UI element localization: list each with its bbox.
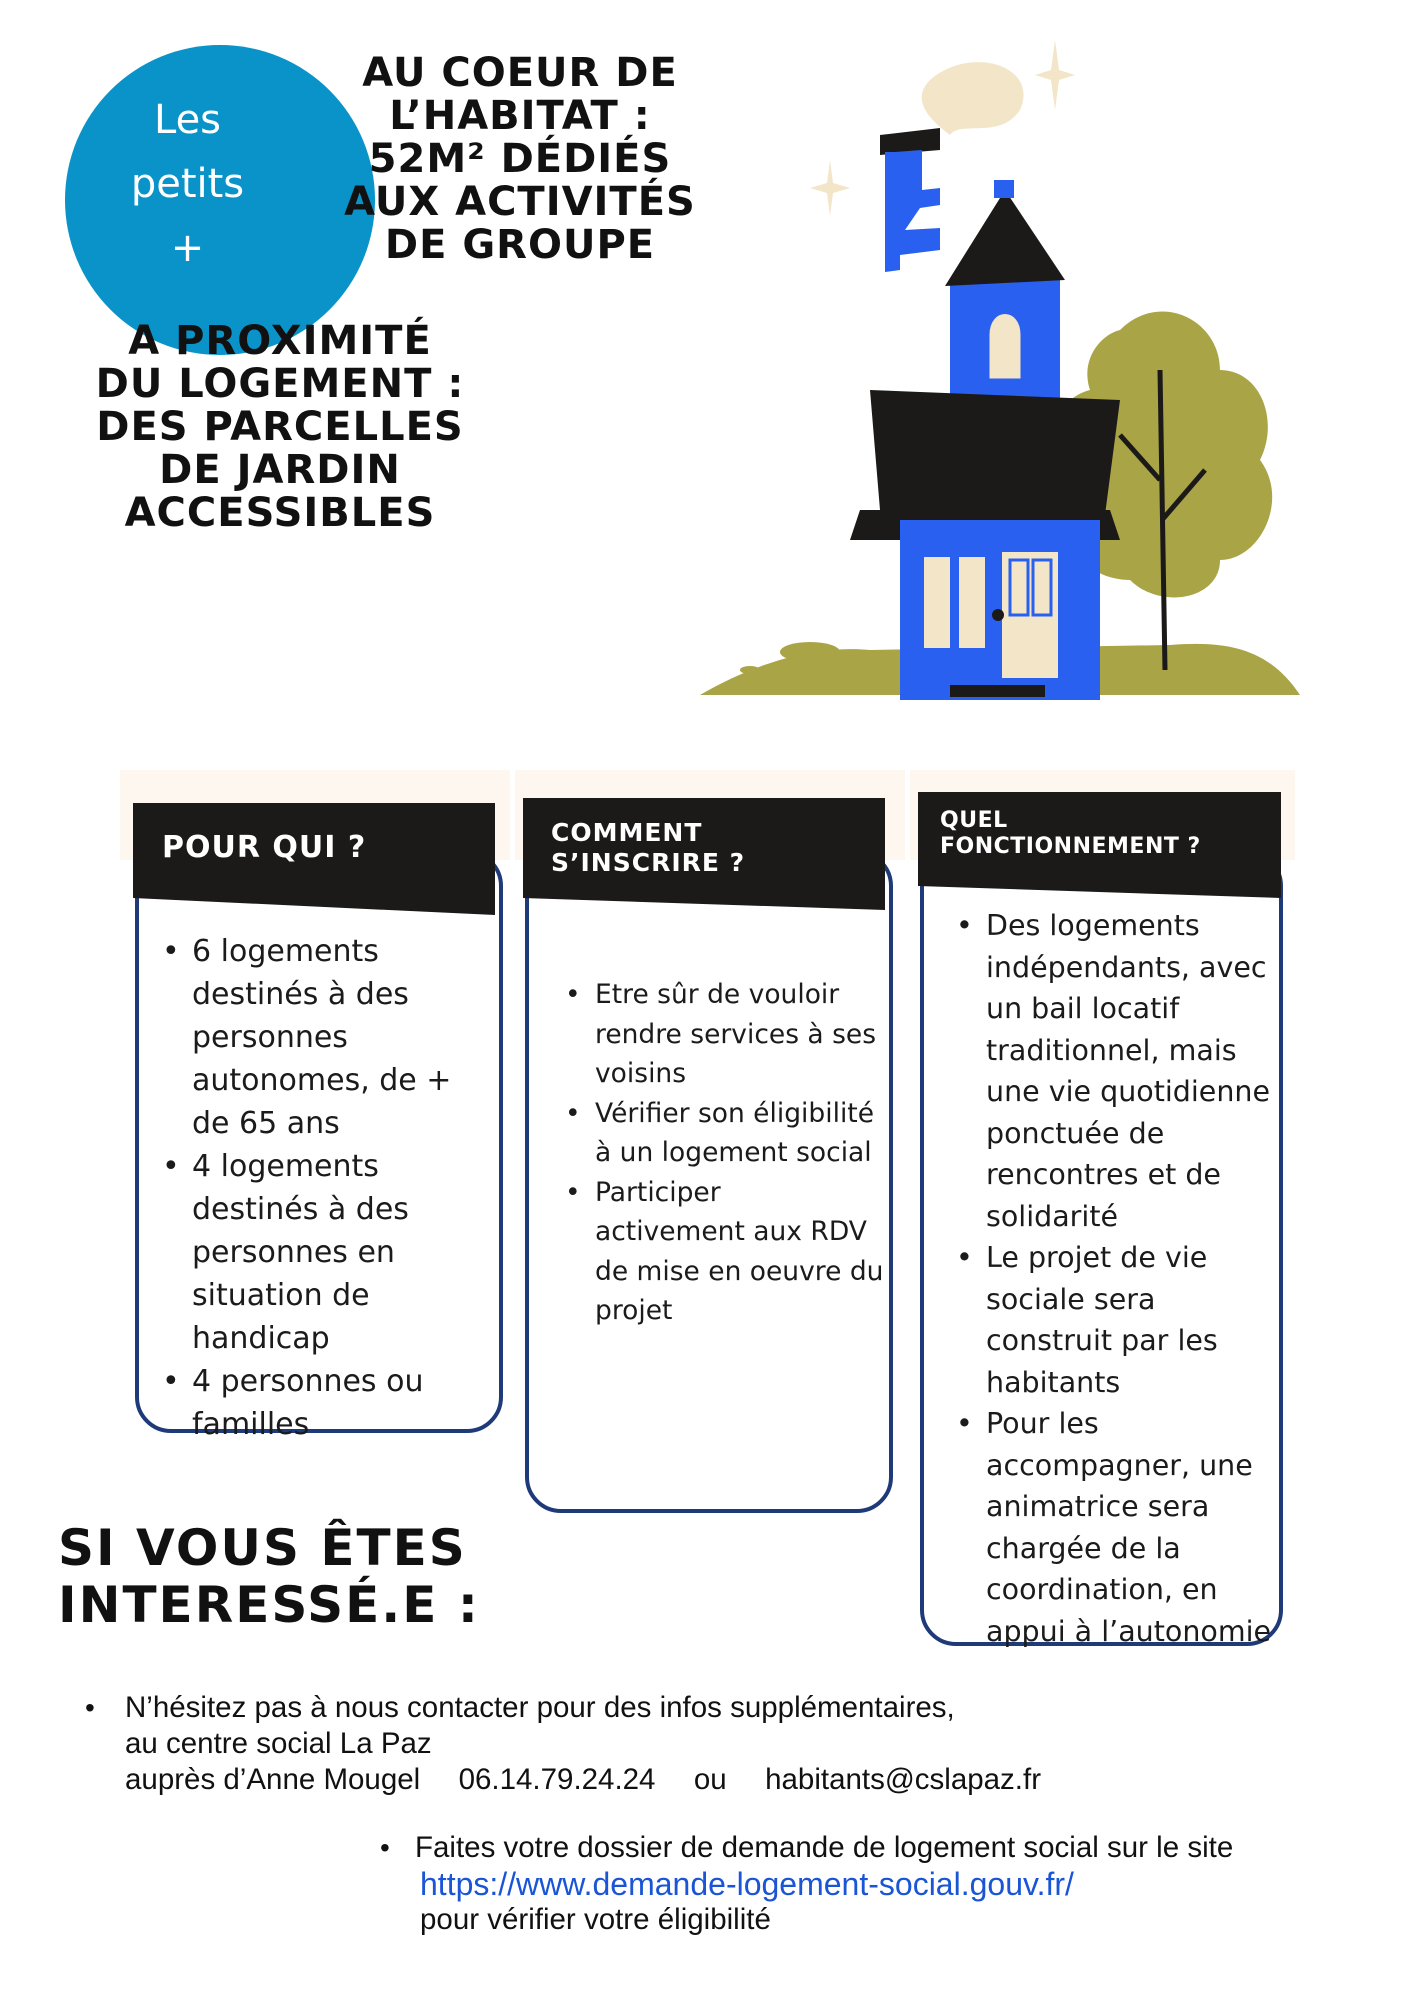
column-list (956, 905, 1316, 1652)
sparkle-left (810, 160, 850, 216)
interested-line-1: SI VOUS ÊTES (58, 1519, 467, 1577)
headline-top-line-3: 52M² DÉDIÉS (368, 136, 672, 182)
headline-top-line-4: AUX ACTIVITÉS (344, 179, 696, 225)
headline-left-line-1: A PROXIMITÉ (128, 318, 432, 364)
list-line: destinés à des (192, 1192, 409, 1227)
contact-text (125, 1690, 1041, 1798)
list-line: • Vérifier son éligibilité (595, 1097, 875, 1129)
column-title-line-2: FONCTIONNEMENT ? (940, 834, 1201, 859)
list-line: de 65 ans (192, 1106, 340, 1141)
sparkle-right (1035, 40, 1075, 110)
list-item (595, 975, 930, 1094)
contact-person: auprès d’Anne Mougel (125, 1763, 421, 1796)
column-title (940, 808, 1201, 860)
badge-line-2: petits (130, 161, 245, 207)
list-item (986, 905, 1316, 1237)
contact-phone[interactable]: 06.14.79.24.24 (458, 1763, 656, 1796)
badge-line-3: + (170, 225, 205, 271)
tower-finial (994, 180, 1014, 198)
list-item (192, 930, 512, 1145)
doorstep (950, 685, 1045, 697)
list-item (192, 1360, 512, 1446)
list-line: indépendants, avec (986, 950, 1267, 984)
list-line: habitants (986, 1365, 1121, 1399)
list-item (192, 1145, 512, 1360)
column-title-line-1: COMMENT (551, 818, 703, 847)
list-line: • Le projet de vie (986, 1241, 1208, 1274)
list-line: solidarité (986, 1199, 1119, 1233)
headline-top-line-1: AU COEUR DE (362, 50, 678, 96)
badge-text (65, 88, 310, 280)
list-line: • Pour les (986, 1407, 1099, 1440)
house-window-left-2 (957, 555, 987, 650)
list-line: • 4 personnes ou (192, 1364, 424, 1399)
list-line: ponctuée de (986, 1116, 1165, 1150)
headline-top (300, 52, 740, 267)
list-line: activement aux RDV (595, 1216, 867, 1247)
headline-left (40, 320, 520, 535)
contact-line-2: au centre social La Paz (125, 1727, 432, 1760)
list-line: voisins (595, 1058, 687, 1089)
column-title-line-2: S’INSCRIRE ? (551, 848, 746, 877)
headline-top-line-5: DE GROUPE (384, 222, 656, 268)
column-list (162, 930, 512, 1446)
list-line: handicap (192, 1321, 330, 1356)
contact-email-link[interactable]: habitants@cslapaz.fr (765, 1763, 1042, 1796)
list-line: rendre services à ses (595, 1018, 877, 1050)
list-item (595, 1094, 930, 1173)
door-panel-2 (1033, 560, 1051, 615)
interested-line-2: INTERESSÉ.E : (58, 1576, 480, 1634)
badge-line-1: Les (153, 97, 222, 143)
headline-left-line-2: DU LOGEMENT : (95, 361, 465, 407)
list-item (986, 1403, 1316, 1652)
column-title: POUR QUI ? (162, 830, 367, 865)
bullet-icon: • (85, 1692, 95, 1723)
tower-window (988, 313, 1022, 381)
list-item (986, 1237, 1316, 1403)
list-line: • 4 logements (192, 1149, 379, 1184)
headline-left-line-4: DE JARDIN (159, 447, 401, 493)
list-line: construit par les (986, 1324, 1218, 1357)
column-comment-sinscrire (515, 770, 905, 1550)
contact-line-3 (125, 1762, 1041, 1798)
tower-roof (945, 190, 1065, 286)
ground-blob (780, 642, 840, 662)
list-line: animatrice sera (986, 1490, 1210, 1523)
list-line: chargée de la (986, 1531, 1181, 1565)
column-list (565, 975, 930, 1331)
list-line: projet (595, 1295, 673, 1326)
list-line: appui à l’autonomie (986, 1614, 1272, 1648)
headline-top-line-2: L’HABITAT : (389, 93, 651, 139)
list-line: • Participer (595, 1176, 721, 1208)
list-line: autonomes, de + (192, 1063, 452, 1098)
list-item (595, 1173, 930, 1331)
dossier-line-3: pour vérifier votre éligibilité (420, 1903, 771, 1936)
list-line: à un logement social (595, 1137, 872, 1168)
door-knob (992, 609, 1004, 621)
contact-line-1: N’hésitez pas à nous contacter pour des infos supplémentaires, (125, 1691, 955, 1724)
list-line: destinés à des (192, 977, 409, 1012)
smoke-swirl (922, 62, 1024, 135)
list-line: coordination, en (986, 1573, 1218, 1606)
list-line: une vie quotidienne (986, 1075, 1270, 1108)
bullet-icon: • (380, 1832, 390, 1863)
column-title-line-1: QUEL (940, 808, 1008, 833)
column-pour-qui (120, 770, 510, 1470)
list-line: accompagner, une (986, 1448, 1253, 1482)
house-window-left-1 (922, 555, 952, 650)
list-line: de mise en oeuvre du (595, 1255, 884, 1287)
dossier-line-1: Faites votre dossier de demande de logement social sur le site (415, 1831, 1234, 1864)
door-panel-1 (1010, 560, 1028, 615)
column-title (551, 818, 745, 878)
headline-left-line-5: ACCESSIBLES (124, 490, 436, 536)
list-line: familles (192, 1407, 310, 1442)
list-line: personnes (192, 1020, 348, 1055)
list-line: situation de (192, 1278, 370, 1313)
list-line: sociale sera (986, 1282, 1156, 1316)
list-line: traditionnel, mais (986, 1033, 1237, 1067)
list-line: • Etre sûr de vouloir (595, 979, 840, 1010)
dossier-text (415, 1830, 1233, 1938)
contact-or: ou (693, 1763, 727, 1796)
list-line: • 6 logements (192, 934, 379, 969)
chimney (885, 150, 940, 272)
list-line: rencontres et de (986, 1158, 1221, 1191)
ground-dot (740, 666, 760, 674)
dossier-url-link[interactable]: https://www.demande-logement-social.gouv.fr/ (420, 1866, 1074, 1902)
list-line: personnes en (192, 1235, 395, 1270)
list-line: un bail locatif (986, 992, 1180, 1025)
headline-left-line-3: DES PARCELLES (96, 404, 464, 450)
main-roof (870, 390, 1120, 515)
interested-heading (58, 1520, 578, 1634)
house-illustration-icon (700, 40, 1320, 700)
column-quel-fonctionnement (910, 770, 1295, 1680)
list-line: • Des logements (986, 909, 1200, 942)
